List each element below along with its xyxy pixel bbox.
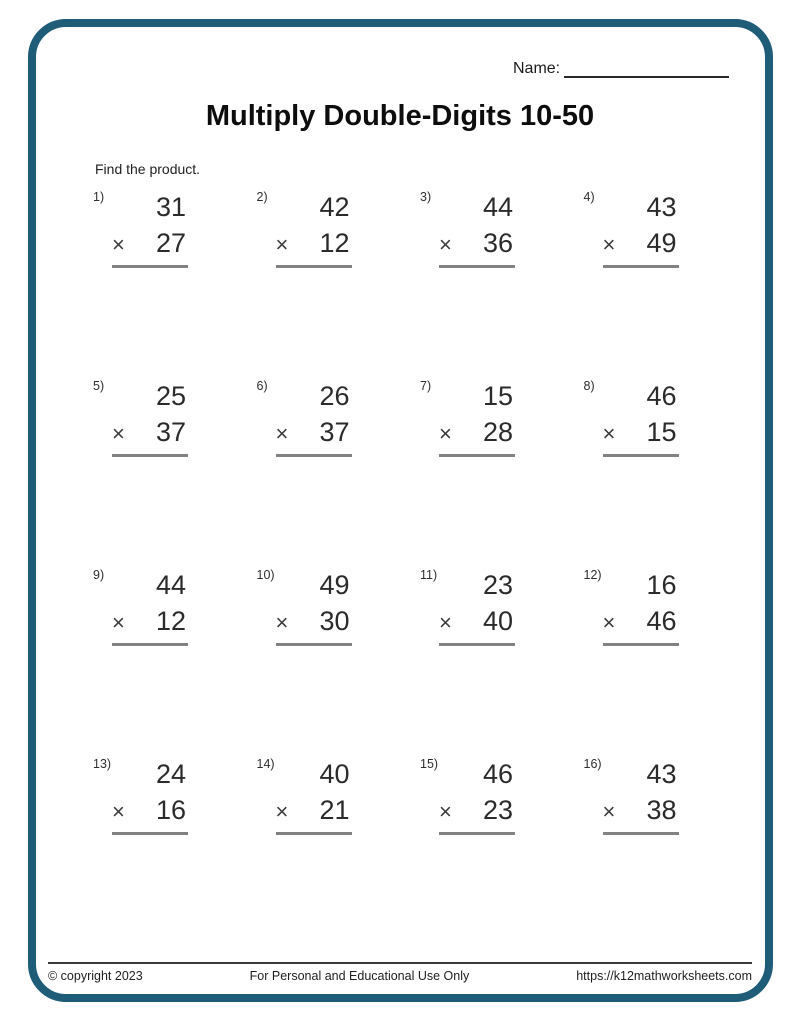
top-operand: 25 <box>155 381 186 411</box>
problem-body <box>603 190 679 268</box>
problem-body <box>276 379 352 457</box>
top-operand: 44 <box>155 570 186 600</box>
problem-15 <box>420 757 584 946</box>
times-sign: × <box>602 232 616 257</box>
problem-number: 1) <box>93 190 105 204</box>
bottom-operand: 12 <box>155 606 186 636</box>
times-sign: × <box>275 232 289 257</box>
answer-line <box>276 832 352 835</box>
footer-usage-note: For Personal and Educational Use Only <box>249 969 470 983</box>
problem-12 <box>584 568 748 757</box>
top-operand: 43 <box>646 192 677 222</box>
bottom-operand: 49 <box>646 228 677 258</box>
times-sign: × <box>439 232 452 257</box>
times-sign: × <box>602 799 616 824</box>
problem-body <box>439 757 515 835</box>
times-sign: × <box>439 610 452 635</box>
top-operand: 49 <box>319 570 350 600</box>
name-field <box>513 59 729 78</box>
bottom-operand: 46 <box>646 606 677 636</box>
problem-body <box>603 568 679 646</box>
problem-number: 8) <box>583 379 595 393</box>
problem-1 <box>93 190 257 379</box>
problem-number: 15) <box>420 757 439 771</box>
top-operand: 44 <box>482 192 513 222</box>
problem-6 <box>257 379 421 568</box>
footer-copyright: © copyright 2023 <box>48 969 143 983</box>
answer-line <box>439 454 515 457</box>
bottom-operand: 16 <box>155 795 186 825</box>
answer-line <box>112 832 188 835</box>
problem-number: 3) <box>420 190 432 204</box>
times-sign: × <box>112 799 125 824</box>
answer-line <box>112 265 188 268</box>
problem-number: 10) <box>256 568 275 582</box>
top-operand: 46 <box>482 759 513 789</box>
answer-line <box>603 454 679 457</box>
problem-10 <box>257 568 421 757</box>
problem-8 <box>584 379 748 568</box>
times-sign: × <box>275 610 289 635</box>
answer-line <box>603 832 679 835</box>
problem-4 <box>584 190 748 379</box>
problem-9 <box>93 568 257 757</box>
page-title: Multiply Double-Digits 10-50 <box>205 100 595 132</box>
times-sign: × <box>439 421 452 446</box>
bottom-operand: 12 <box>319 228 350 258</box>
footer-url: https://k12mathworksheets.com <box>576 969 752 983</box>
problem-14 <box>257 757 421 946</box>
problem-body <box>112 190 188 268</box>
problem-body <box>112 757 188 835</box>
footer <box>48 969 752 983</box>
problem-number: 7) <box>420 379 432 393</box>
problem-body <box>603 379 679 457</box>
times-sign: × <box>275 421 289 446</box>
problem-body <box>276 568 352 646</box>
problem-11 <box>420 568 584 757</box>
problem-body <box>439 568 515 646</box>
bottom-operand: 36 <box>482 228 513 258</box>
problem-body <box>276 757 352 835</box>
bottom-operand: 38 <box>646 795 677 825</box>
instruction-text: Find the product. <box>95 161 201 177</box>
top-operand: 24 <box>155 759 186 789</box>
bottom-operand: 23 <box>482 795 513 825</box>
top-operand: 43 <box>646 759 677 789</box>
problem-16 <box>584 757 748 946</box>
problem-number: 13) <box>93 757 112 771</box>
name-label: Name: <box>513 60 561 77</box>
problem-number: 11) <box>420 568 438 582</box>
problem-body <box>112 379 188 457</box>
times-sign: × <box>602 610 616 635</box>
answer-line <box>439 832 515 835</box>
problem-number: 12) <box>583 568 602 582</box>
times-sign: × <box>112 421 125 446</box>
top-operand: 23 <box>482 570 513 600</box>
bottom-operand: 28 <box>482 417 513 447</box>
top-operand: 31 <box>155 192 186 222</box>
bottom-operand: 15 <box>646 417 677 447</box>
bottom-operand: 37 <box>319 417 350 447</box>
answer-line <box>276 265 352 268</box>
name-blank-line <box>564 59 729 78</box>
problem-number: 2) <box>256 190 268 204</box>
problem-body <box>603 757 679 835</box>
problem-number: 5) <box>93 379 105 393</box>
problem-3 <box>420 190 584 379</box>
problem-body <box>439 190 515 268</box>
top-operand: 16 <box>646 570 677 600</box>
top-operand: 42 <box>319 192 350 222</box>
problem-number: 4) <box>583 190 595 204</box>
top-operand: 15 <box>482 381 513 411</box>
problem-7 <box>420 379 584 568</box>
times-sign: × <box>275 799 289 824</box>
problem-5 <box>93 379 257 568</box>
times-sign: × <box>439 799 452 824</box>
answer-line <box>112 454 188 457</box>
problem-number: 16) <box>583 757 602 771</box>
problem-number: 14) <box>256 757 275 771</box>
times-sign: × <box>112 610 125 635</box>
answer-line <box>276 643 352 646</box>
bottom-operand: 27 <box>155 228 186 258</box>
footer-divider <box>48 962 752 964</box>
bottom-operand: 40 <box>482 606 513 636</box>
problems-grid <box>93 190 747 946</box>
problem-body <box>439 379 515 457</box>
top-operand: 26 <box>319 381 350 411</box>
bottom-operand: 21 <box>319 795 350 825</box>
problem-body <box>276 190 352 268</box>
top-operand: 46 <box>646 381 677 411</box>
times-sign: × <box>112 232 125 257</box>
answer-line <box>276 454 352 457</box>
answer-line <box>439 643 515 646</box>
problem-number: 6) <box>256 379 268 393</box>
answer-line <box>439 265 515 268</box>
top-operand: 40 <box>319 759 350 789</box>
problem-number: 9) <box>93 568 105 582</box>
problem-13 <box>93 757 257 946</box>
problem-2 <box>257 190 421 379</box>
bottom-operand: 37 <box>155 417 186 447</box>
problem-body <box>112 568 188 646</box>
answer-line <box>603 265 679 268</box>
bottom-operand: 30 <box>319 606 350 636</box>
answer-line <box>603 643 679 646</box>
times-sign: × <box>602 421 616 446</box>
answer-line <box>112 643 188 646</box>
